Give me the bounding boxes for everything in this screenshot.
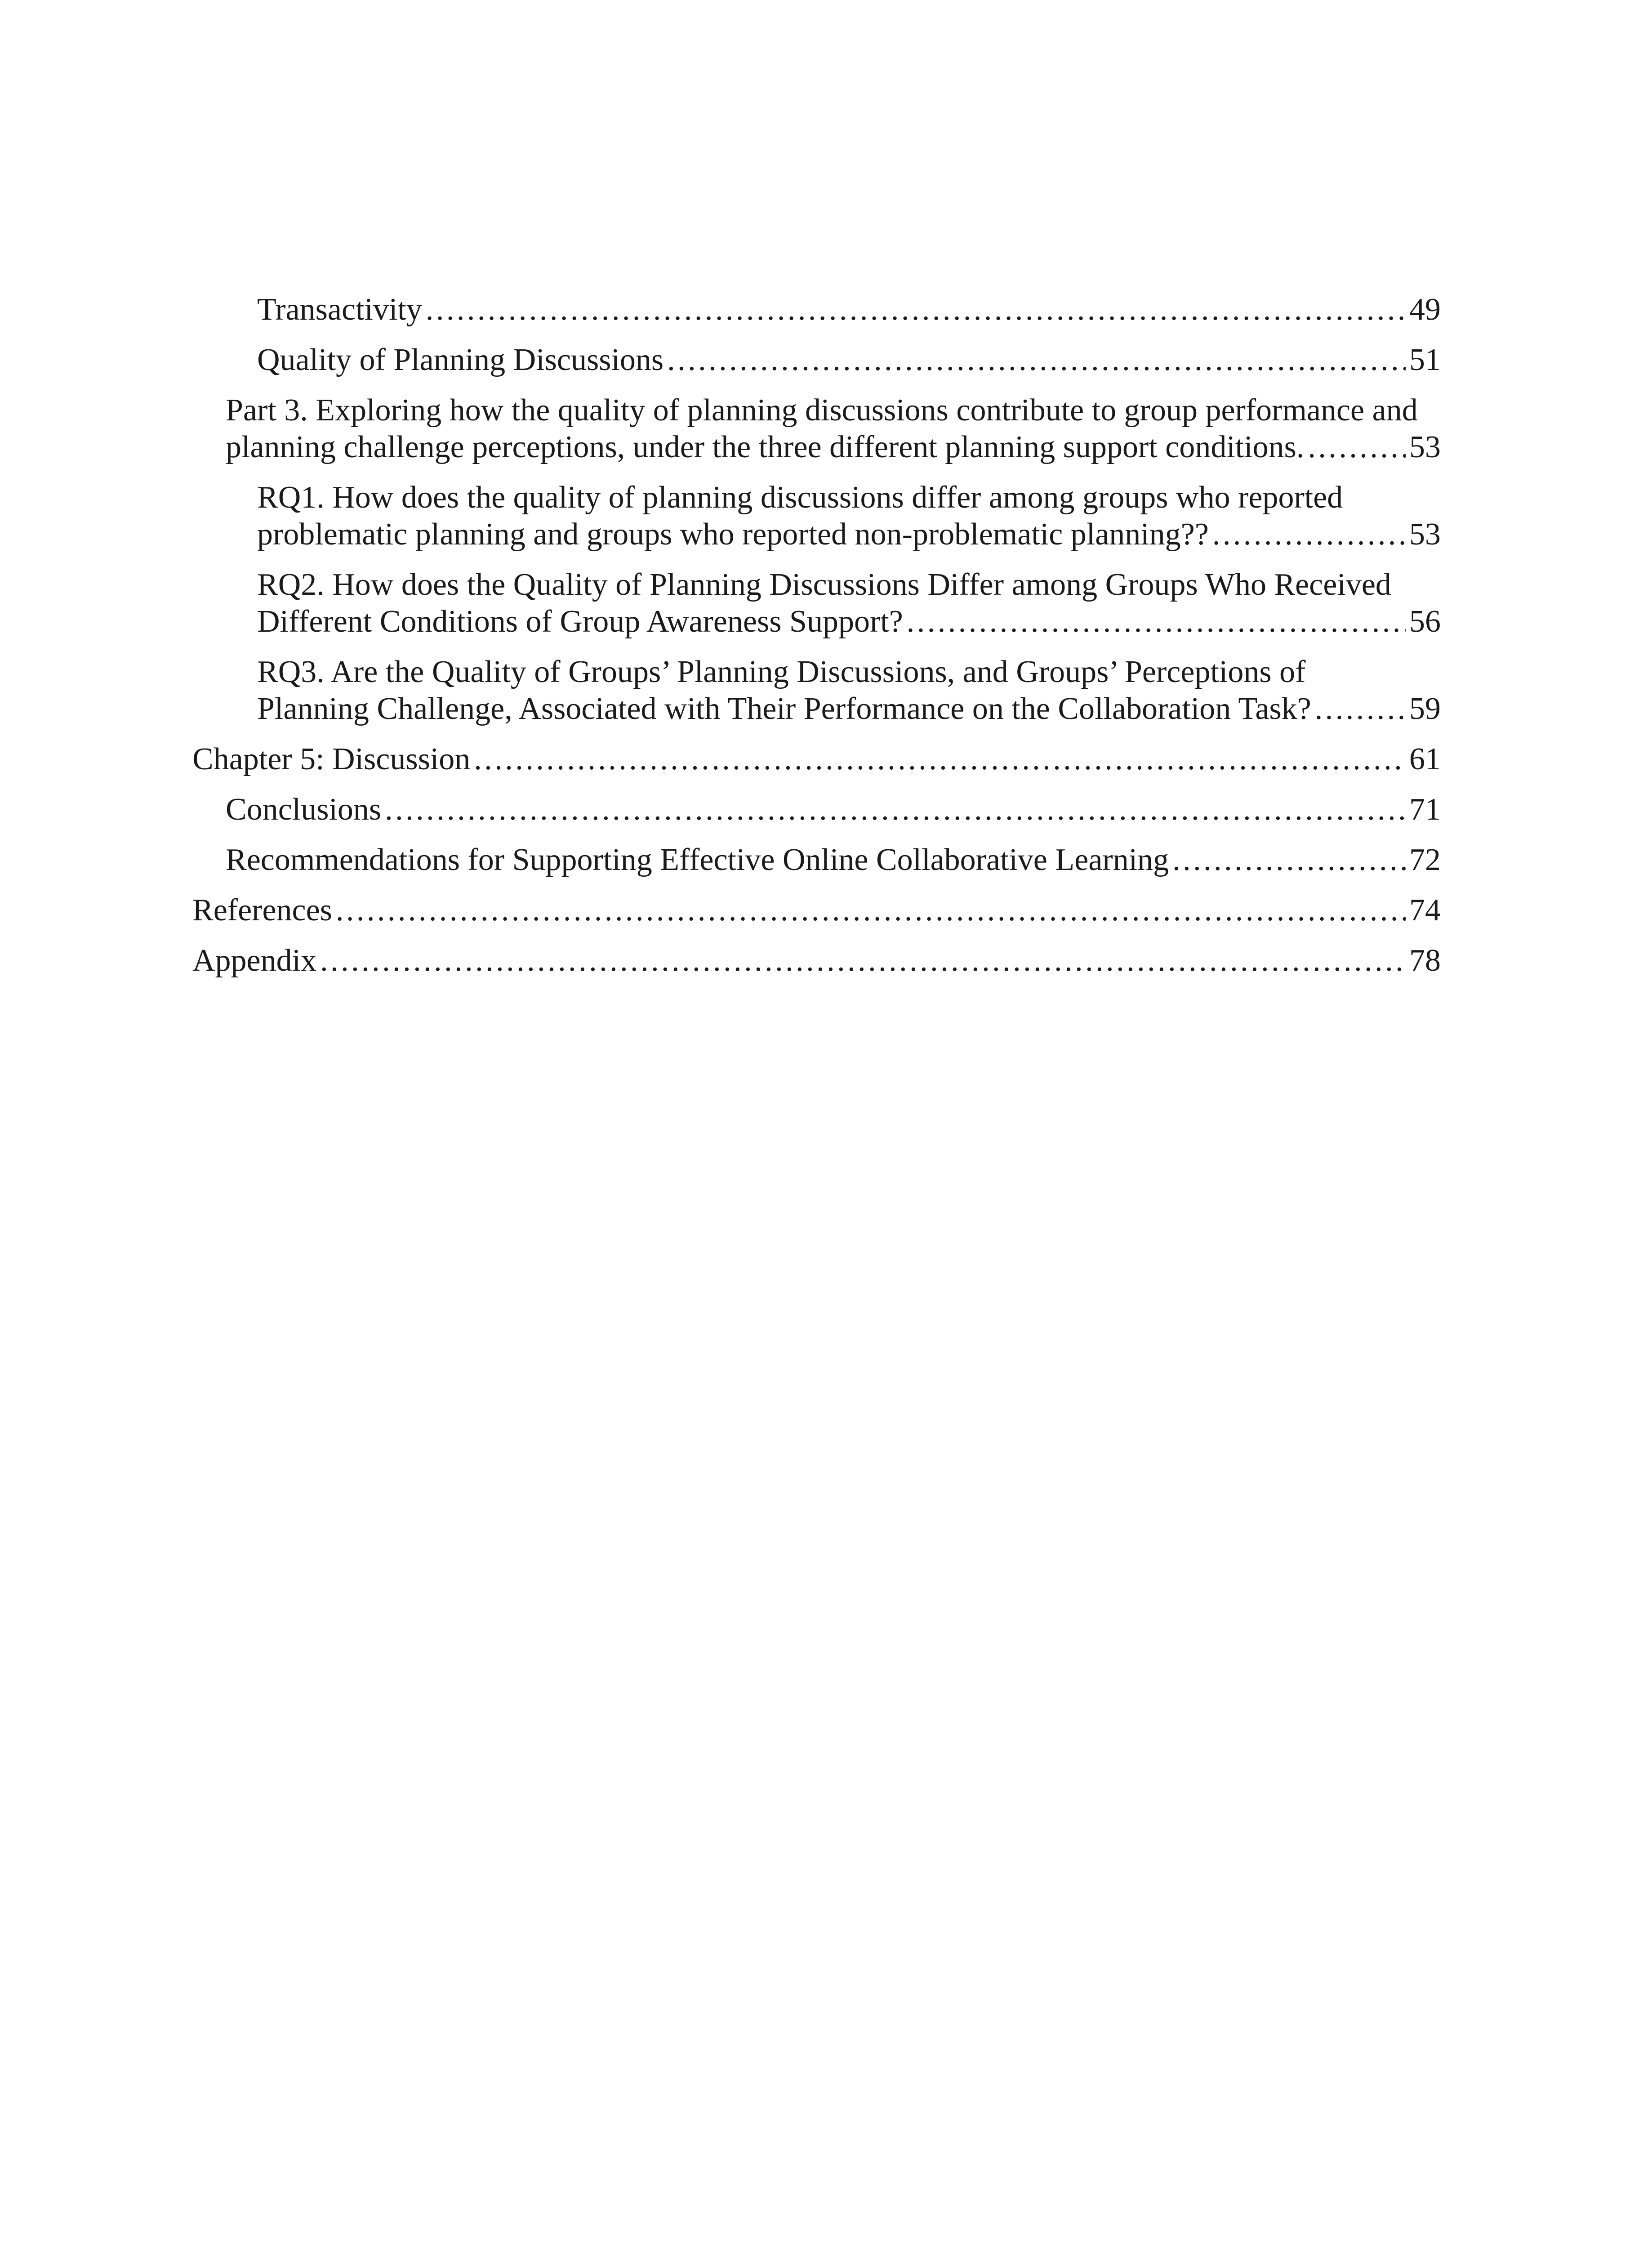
dot-leader bbox=[1308, 429, 1406, 466]
toc-entry-label: planning challenge perceptions, under the three different planning support conditions. bbox=[226, 430, 1305, 464]
toc-entry-label-line: RQ3. Are the Quality of Groups’ Planning Discussions, and Groups’ Perceptions of bbox=[257, 655, 1306, 689]
toc-page-number: 71 bbox=[1409, 792, 1441, 827]
toc-page-number: 53 bbox=[1409, 430, 1441, 464]
toc-page-number: 56 bbox=[1409, 604, 1441, 639]
toc-page-number: 74 bbox=[1409, 893, 1441, 928]
toc-entry-label: References bbox=[192, 893, 332, 928]
dot-leader bbox=[907, 603, 1406, 640]
dot-leader bbox=[667, 342, 1406, 379]
toc-entry-label: Appendix bbox=[192, 943, 317, 978]
toc-entry-label-line: RQ1. How does the quality of planning discussions differ among groups who reported bbox=[257, 480, 1343, 515]
dot-leader bbox=[320, 942, 1406, 979]
toc-entry-transactivity[interactable] bbox=[192, 291, 1441, 328]
toc-entry-label-line: Part 3. Exploring how the quality of planning discussions contribute to group performance and bbox=[226, 393, 1418, 428]
table-of-contents bbox=[192, 291, 1441, 993]
toc-page-number: 78 bbox=[1409, 943, 1441, 978]
toc-entry-rq1[interactable] bbox=[192, 479, 1441, 553]
toc-entry-label: problematic planning and groups who reported non-problematic planning?? bbox=[257, 517, 1209, 552]
toc-entry-label: Different Conditions of Group Awareness Support? bbox=[257, 604, 903, 639]
toc-entry-label: Transactivity bbox=[257, 292, 422, 327]
toc-entry-quality-of-planning-discussions[interactable] bbox=[192, 342, 1441, 379]
dot-leader bbox=[426, 291, 1406, 328]
toc-page-number: 49 bbox=[1409, 292, 1441, 327]
toc-entry-part-3[interactable] bbox=[192, 392, 1441, 466]
toc-entry-label: Chapter 5: Discussion bbox=[192, 742, 471, 776]
toc-entry-label: Planning Challenge, Associated with Their Performance on the Collaboration Task? bbox=[257, 691, 1311, 726]
toc-page-number: 51 bbox=[1409, 343, 1441, 377]
toc-entry-rq3[interactable] bbox=[192, 654, 1441, 727]
toc-entry-label: Quality of Planning Discussions bbox=[257, 343, 664, 377]
toc-entry-rq2[interactable] bbox=[192, 566, 1441, 640]
toc-page-number: 53 bbox=[1409, 517, 1441, 552]
toc-entry-chapter-5[interactable] bbox=[192, 741, 1441, 778]
toc-entry-recommendations[interactable] bbox=[192, 842, 1441, 879]
toc-entry-conclusions[interactable] bbox=[192, 791, 1441, 828]
dot-leader bbox=[385, 791, 1406, 828]
dot-leader bbox=[474, 741, 1406, 778]
toc-page-number: 72 bbox=[1409, 843, 1441, 877]
dot-leader bbox=[1212, 516, 1406, 553]
dot-leader bbox=[1172, 842, 1406, 879]
toc-entry-label: Conclusions bbox=[226, 792, 382, 827]
toc-entry-label: Recommendations for Supporting Effective Online Collaborative Learning bbox=[226, 843, 1169, 877]
dot-leader bbox=[336, 892, 1406, 929]
toc-entry-label-line: RQ2. How does the Quality of Planning Discussions Differ among Groups Who Received bbox=[257, 567, 1391, 602]
dot-leader bbox=[1315, 691, 1406, 727]
toc-entry-references[interactable] bbox=[192, 892, 1441, 929]
toc-page-number: 59 bbox=[1409, 691, 1441, 726]
toc-entry-appendix[interactable] bbox=[192, 942, 1441, 979]
toc-page-number: 61 bbox=[1409, 742, 1441, 776]
